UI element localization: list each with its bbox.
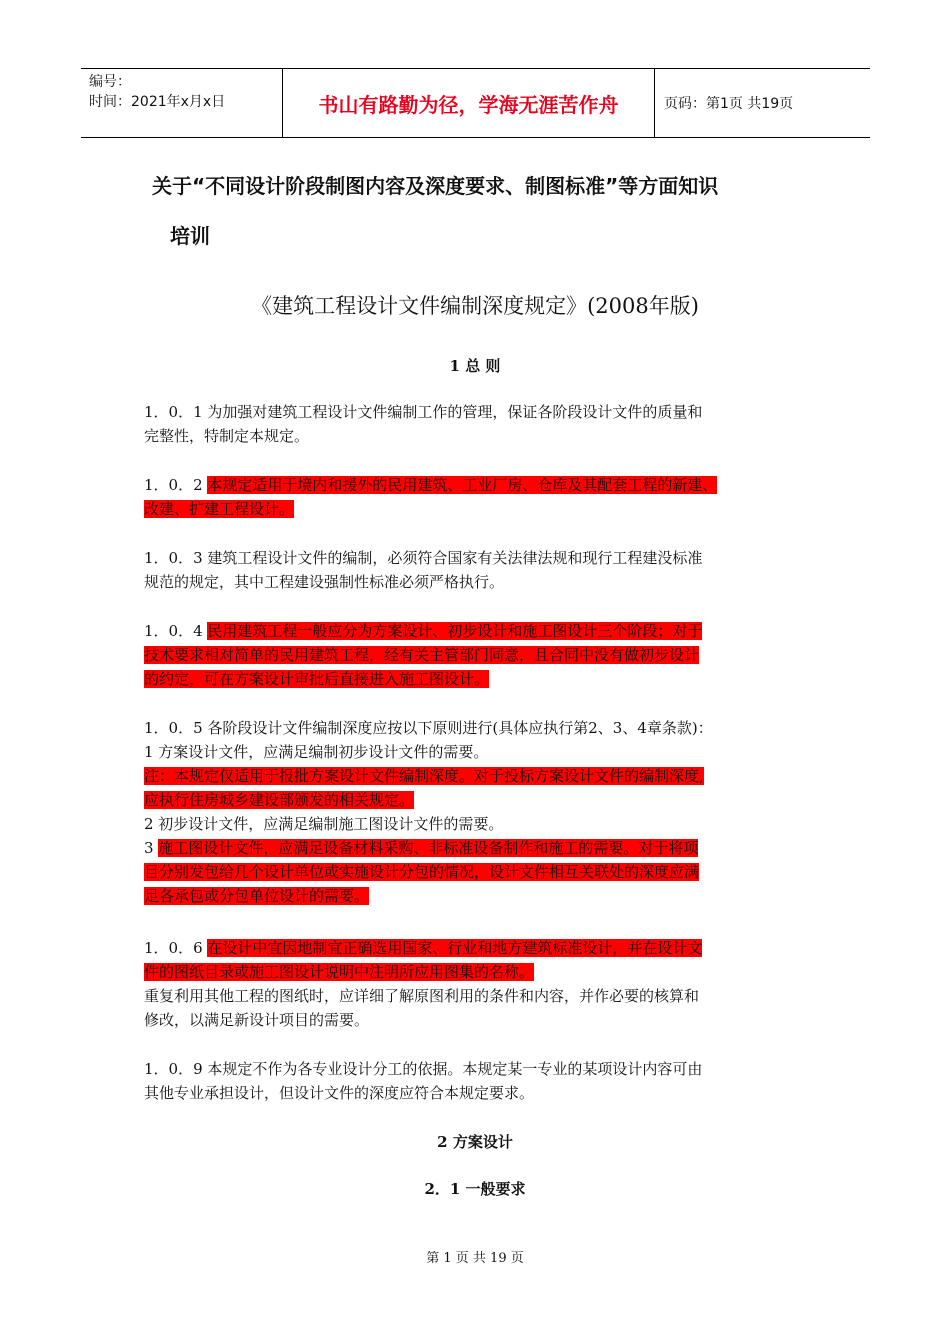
text-line: 规范的规定，其中工程建设强制性标准必须严格执行。	[144, 573, 505, 591]
clause-1-0-9	[144, 1057, 804, 1105]
clause-1-0-4	[144, 619, 804, 691]
header-meta	[81, 69, 282, 137]
page-footer: 第 1 页 共 19 页	[426, 1251, 524, 1266]
clause-1-0-3	[144, 546, 804, 594]
text-line	[144, 884, 804, 908]
highlighted-text: 注：本规定仅适用于报批方案设计文件编制深度。对于投标方案设计文件的编制深度,	[144, 767, 704, 785]
text-line	[144, 473, 804, 497]
clause-number: 1．0．6	[144, 939, 208, 957]
highlighted-text: 技术要求相对简单的民用建筑工程，经有关主管部门同意，且合同中没有做初步设计	[144, 646, 700, 664]
text-line: 重复利用其他工程的图纸时，应详细了解原图利用的条件和内容，并作必要的核算和	[144, 987, 700, 1005]
text-line	[144, 619, 804, 643]
text-line	[144, 960, 804, 984]
clause-1-0-1	[144, 400, 804, 448]
highlighted-text: 在设计中宜因地制宜正确选用国家、行业和地方建筑标准设计，并在设计文	[207, 939, 703, 957]
clause-1-0-2	[144, 473, 804, 521]
text-line	[144, 788, 804, 812]
clause-1-0-5	[144, 716, 804, 908]
highlighted-text: 件的图纸目录或施工图设计说明中注明所应用图集的名称。	[144, 963, 535, 981]
time-label: 时间：2021年x月x日	[89, 94, 226, 110]
highlighted-text: 目分别发包给几个设计单位或实施设计分包的情况，设计文件相互关联处的深度应满	[144, 863, 700, 881]
text-line: 1．0．1 为加强对建筑工程设计文件编制工作的管理，保证各阶段设计文件的质量和	[144, 403, 703, 421]
clause-1-0-6	[144, 936, 804, 1032]
text-line: 2 初步设计文件，应满足编制施工图设计文件的需要。	[144, 815, 504, 833]
text-line: 其他专业承担设计，但设计文件的深度应符合本规定要求。	[144, 1084, 535, 1102]
highlighted-text: 施工图设计文件，应满足设备材料采购、非标准设备制作和施工的需要。对于将项	[158, 839, 699, 857]
header-page-info: 页码：第1页 共19页	[664, 96, 794, 112]
highlighted-text: 本规定适用于境内和援外的民用建筑、工业厂房、仓库及其配套工程的新建、	[207, 476, 718, 494]
item-number: 3	[144, 839, 159, 857]
text-line	[144, 643, 804, 667]
highlighted-text: 民用建筑工程一般应分为方案设计、初步设计和施工图设计三个阶段；对于	[207, 622, 703, 640]
text-line: 完整性，特制定本规定。	[144, 427, 310, 445]
text-line	[144, 667, 804, 691]
clause-number: 1．0．4	[144, 622, 208, 640]
text-line: 修改，以满足新设计项目的需要。	[144, 1011, 370, 1029]
text-line	[144, 936, 804, 960]
text-line: 1．0．3 建筑工程设计文件的编制，必须符合国家有关法律法规和现行工程建没标准	[144, 549, 703, 567]
highlighted-text: 的约定，可在方案设计审批后直接进入施工图设计。	[144, 670, 490, 688]
document-title-line1: 关于“不同设计阶段制图内容及深度要求、制图标准”等方面知识	[152, 174, 719, 198]
text-line	[144, 497, 804, 521]
clause-number: 1．0．2	[144, 476, 208, 494]
highlighted-text: 改建、扩建工程设计。	[144, 500, 295, 518]
number-label: 编号：	[89, 74, 131, 90]
text-line: 1 方案设计文件，应满足编制初步设计文件的需要。	[144, 743, 489, 761]
section-heading-2: 2 方案设计	[437, 1133, 513, 1151]
text-line	[144, 860, 804, 884]
header-motto: 书山有路勤为径，学海无涯苦作舟	[282, 69, 655, 137]
text-line: 1．0．5 各阶段设计文件编制深度应按以下原则进行(具体应执行第2、3、4章条款)：	[144, 719, 713, 737]
document-title-line2: 培训	[170, 224, 210, 248]
text-line: 1．0．9 本规定不作为各专业设计分工的依据。本规定某一专业的某项设计内容可由	[144, 1060, 703, 1078]
section-heading-1: 1 总 则	[449, 357, 501, 375]
text-line	[144, 764, 804, 788]
section-heading-2-1: 2．1 一般要求	[424, 1180, 526, 1198]
document-subtitle: 《建筑工程设计文件编制深度规定》(2008年版)	[251, 294, 699, 318]
header-table	[81, 68, 870, 138]
text-line	[144, 836, 804, 860]
highlighted-text: 足各承包或分包单位设计的需要。	[144, 887, 370, 905]
highlighted-text: 应执行住房城乡建设部颁发的相关规定。	[144, 791, 415, 809]
